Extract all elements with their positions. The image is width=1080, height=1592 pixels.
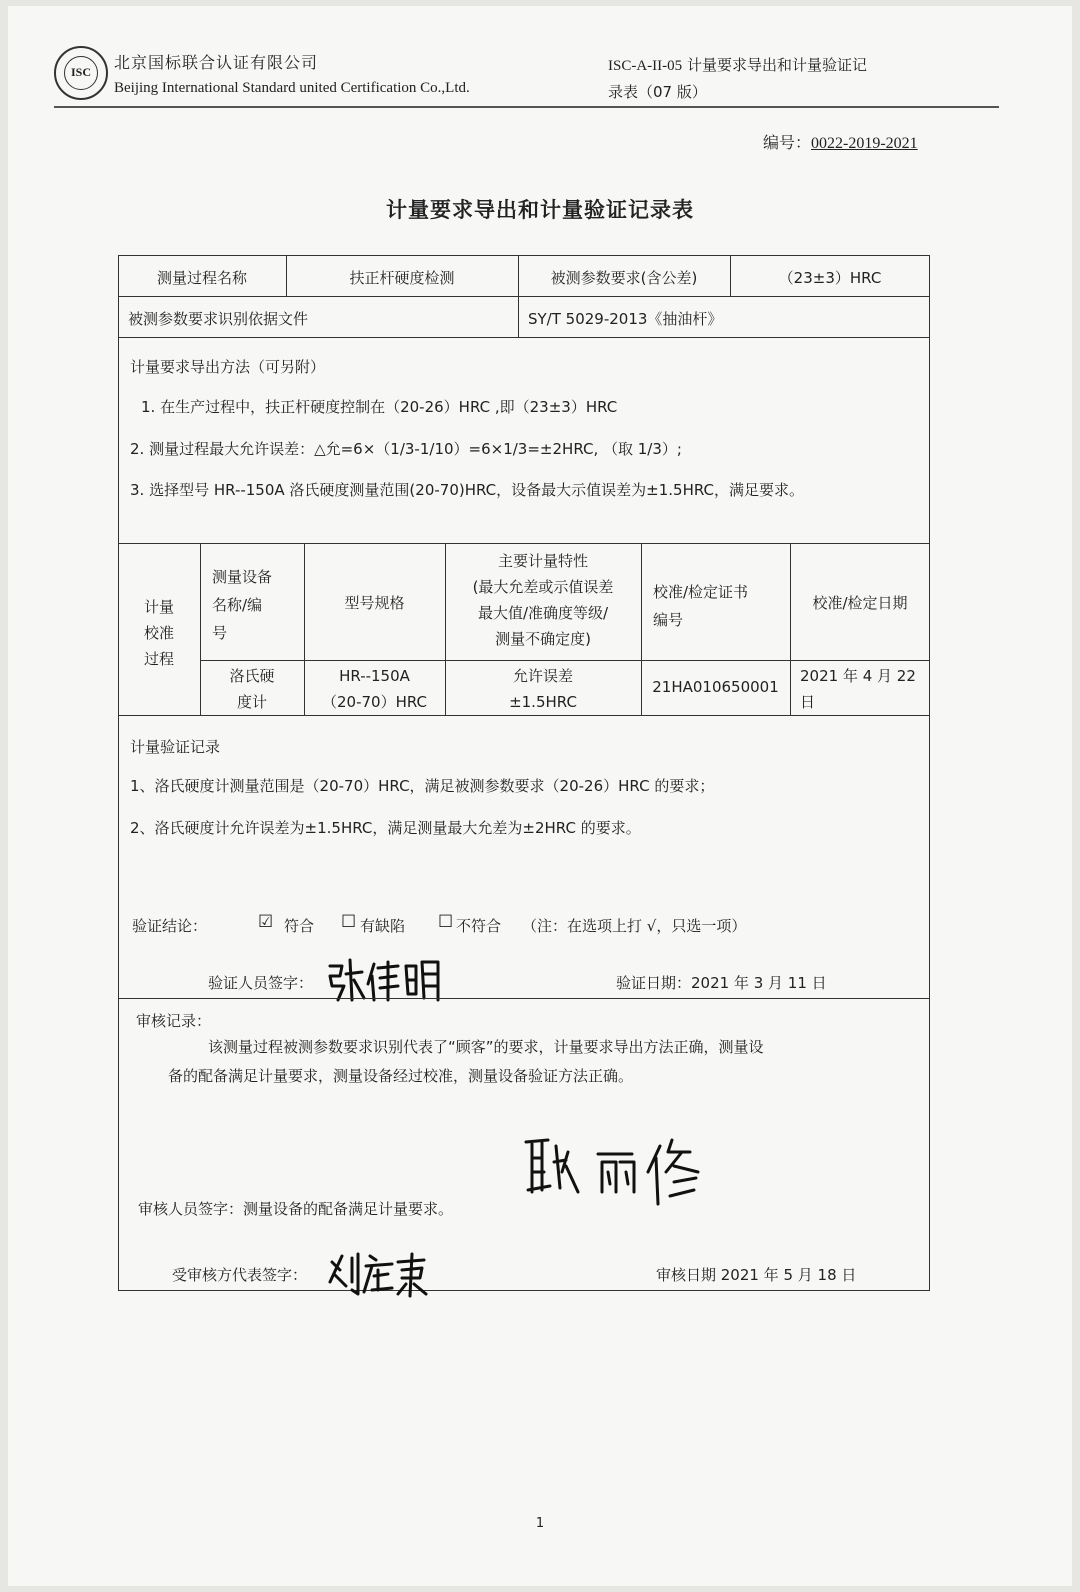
cell-line: 洛氏硬: [229, 667, 275, 685]
cell-line: 度计: [236, 693, 267, 711]
doc-title-line2: 录表（07 版）: [608, 83, 707, 101]
cert-value: 21HA010650001: [652, 678, 779, 696]
side-label-line: 过程: [143, 650, 174, 668]
option-conform-checkbox[interactable]: ☑: [258, 912, 274, 932]
audit-date: 审核日期 2021 年 5 月 18 日: [656, 1266, 857, 1284]
serial-value: 0022-2019-2021: [811, 135, 918, 152]
cell-line: 允许误差: [512, 667, 573, 685]
auditee-label: 受审核方代表签字：: [172, 1266, 308, 1284]
cell-line: 2021 年 4 月 22: [800, 667, 916, 685]
method-item: 1. 在生产过程中，扶正杆硬度控制在（20-26）HRC ,即（23±3）HRC: [141, 398, 618, 416]
cell-line: HR--150A: [339, 667, 410, 685]
option-defect-checkbox[interactable]: ☐: [341, 912, 357, 932]
audit-paragraph-line2: 备的配备满足计量要求，测量设备经过校准，测量设备验证方法正确。: [168, 1067, 634, 1085]
header-line: (最大允差或示值误差: [472, 578, 614, 596]
process-name-label: 测量过程名称: [156, 269, 247, 287]
verification-item: 1、洛氏硬度计测量范围是（20-70）HRC，满足被测参数要求（20-26）HRC 的要求；: [130, 777, 715, 795]
audit-paragraph-line1: 该测量过程被测参数要求识别代表了“顾客”的要求，计量要求导出方法正确，测量设: [208, 1038, 764, 1056]
isc-logo: [54, 46, 108, 100]
cell-line: 日: [800, 693, 816, 711]
verification-date-label: 验证日期：: [616, 974, 692, 992]
side-label-line: 校准: [143, 624, 174, 642]
header-line: 测量设备: [212, 568, 273, 586]
method-heading: 计量要求导出方法（可另附）: [130, 358, 326, 376]
device-header: [212, 563, 272, 647]
header-line: 校准/检定证书: [653, 583, 749, 601]
header-line: 主要计量特性: [497, 552, 588, 570]
header-line: 编号: [653, 611, 684, 629]
serial-number: [763, 130, 918, 153]
verification-date: [616, 972, 827, 993]
device-value: [200, 663, 304, 715]
cell-line: ±1.5HRC: [509, 693, 577, 711]
audit-heading: 审核记录：: [136, 1012, 212, 1030]
row-divider: [200, 660, 930, 661]
option-defect-label: 有缺陷: [360, 917, 406, 935]
method-item: 2. 测量过程最大允许误差：△允=6×（1/3-1/10）=6×1/3=±2HRC, （取 1/3）;: [130, 440, 682, 458]
option-nonconform-checkbox[interactable]: ☐: [438, 912, 454, 932]
company-name-cn: 北京国标联合认证有限公司: [114, 53, 319, 72]
row-divider: [118, 998, 930, 999]
auditor-label: 审核人员签字：测量设备的配备满足计量要求。: [138, 1200, 454, 1218]
col-divider: [790, 543, 791, 715]
conclusion-label: 验证结论：: [132, 917, 208, 935]
method-item: 3. 选择型号 HR--150A 洛氏硬度测量范围(20-70)HRC，设备最大示值误差为±1.5HRC，满足要求。: [130, 481, 804, 499]
cert-header: [653, 578, 748, 634]
characteristics-header: [445, 548, 641, 652]
logo-text: ISC: [64, 56, 98, 90]
row-divider: [118, 337, 930, 338]
doc-code: ISC-A-II-05: [608, 58, 683, 74]
form-title: 计量要求导出和计量验证记录表: [386, 198, 694, 222]
company-name-en: Beijing International Standard united Certification Co.,Ltd.: [114, 80, 470, 96]
svg-text:张伟明: 张伟明: [324, 954, 327, 955]
param-requirement-label: 被测参数要求(含公差): [550, 269, 698, 287]
header-line: 测量不确定度): [495, 630, 591, 648]
verification-item: 2、洛氏硬度计允许误差为±1.5HRC，满足测量最大允差为±2HRC 的要求。: [130, 819, 641, 837]
document-page: [8, 6, 1072, 1586]
characteristics-value: [445, 663, 641, 715]
serial-label: 编号：: [763, 133, 812, 152]
basis-doc-label: 被测参数要求识别依据文件: [128, 310, 309, 328]
header-line: 最大值/准确度等级/: [477, 604, 609, 622]
basis-doc-value: SY/T 5029-2013《抽油杆》: [528, 310, 723, 328]
auditee-signature: [326, 1248, 430, 1300]
doc-title-line1: 计量要求导出和计量验证记: [686, 56, 867, 74]
row-divider: [118, 543, 930, 544]
model-header: 型号规格: [344, 594, 405, 612]
row-divider: [118, 715, 930, 716]
param-requirement-value: （23±3）HRC: [778, 269, 882, 287]
date-header: 校准/检定日期: [812, 594, 908, 612]
document-reference: [608, 52, 968, 105]
verifier-label: 验证人员签字：: [208, 974, 314, 992]
row-divider: [118, 296, 930, 297]
svg-text:耿丽修: 耿丽修: [522, 1132, 525, 1133]
option-nonconform-label: 不符合: [456, 917, 502, 935]
page-number: 1: [535, 1516, 545, 1531]
cell-line: （20-70）HRC: [321, 693, 427, 711]
conclusion-note: （注：在选项上打 √，只选一项）: [522, 917, 747, 935]
calibration-side-label: [118, 594, 200, 672]
process-name-value: 扶正杆硬度检测: [349, 269, 455, 287]
option-conform-label: 符合: [284, 917, 315, 935]
svg-text:刘庆东: 刘庆东: [326, 1248, 329, 1249]
verification-date-value: 2021 年 3 月 11 日: [691, 974, 827, 992]
header-divider: [54, 106, 999, 108]
side-label-line: 计量: [143, 598, 174, 616]
header-line: 名称/编: [212, 596, 263, 614]
model-value: [304, 663, 445, 715]
date-value: [800, 663, 916, 715]
header-line: 号: [212, 624, 228, 642]
auditor-signature: [522, 1132, 712, 1212]
verification-heading: 计量验证记录: [130, 738, 221, 756]
